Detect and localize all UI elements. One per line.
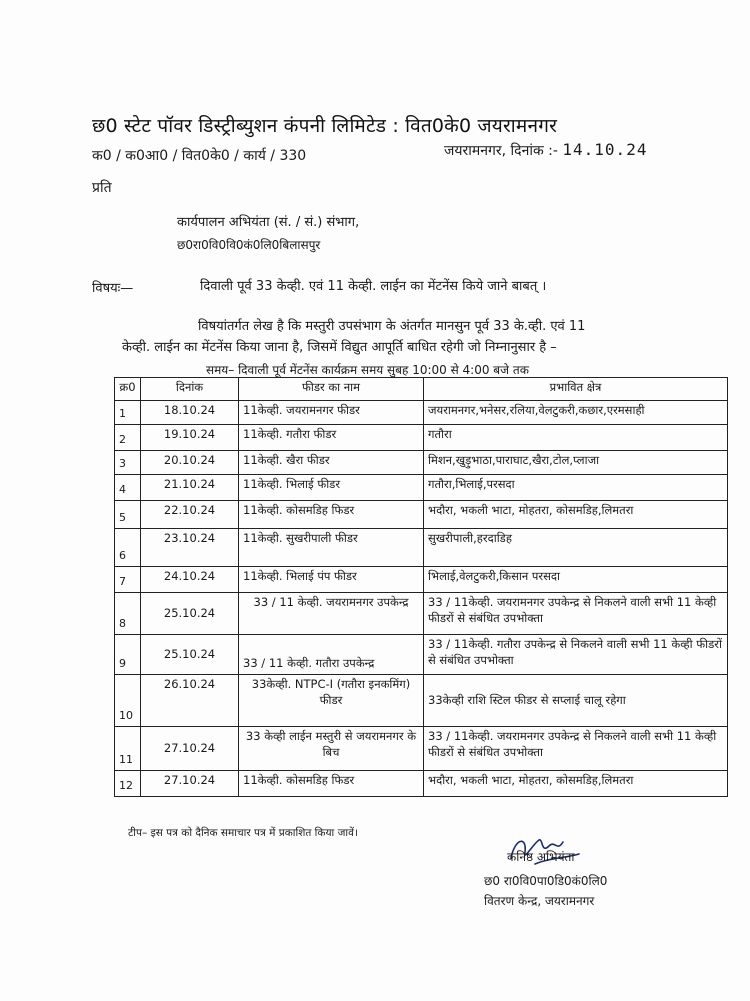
row-date: 26.10.24 [141, 675, 239, 727]
row-area: गतौरा,भिलाई,परसदा [424, 475, 728, 501]
reference-number: क0 / क0आ0 / वित0के0 / कार्य / 330 [92, 148, 307, 164]
date-value: 14.10.24 [562, 140, 648, 159]
row-sn: 8 [115, 593, 141, 635]
row-sn: 10 [115, 675, 141, 727]
row-feeder: 11केव्ही. कोसमडिह फिडर [239, 501, 424, 529]
table-header-row [115, 378, 728, 401]
row-sn: 1 [115, 401, 141, 425]
row-date: 19.10.24 [141, 425, 239, 451]
row-date: 25.10.24 [141, 635, 239, 675]
table-row [115, 727, 728, 771]
letter-date [444, 140, 647, 160]
row-feeder: 33केव्ही. NTPC-I (गतौरा इनकमिंग) फीडर [239, 675, 424, 727]
company-header: छ0 स्टेट पॉवर डिस्ट्रीब्युशन कंपनी लिमिटेड : वित0के0 जयरामनगर [92, 115, 558, 137]
row-feeder: 11केव्ही. सुखरीपाली फीडर [239, 529, 424, 567]
body-line-1: विषयांतर्गत लेख है कि मस्तुरी उपसंभाग के अंतर्गत मानसुन पूर्व 33 के.व्ही. एवं 11 [198, 319, 586, 334]
body-line-2: केव्ही. लाईन का मेंटनेंस किया जाना है, जिसमें विद्युत आपूर्ति बाधित रहेगी जो निम्नानुसार है – [122, 340, 557, 355]
row-feeder: 11केव्ही. भिलाई पंप फीडर [239, 567, 424, 593]
signatory-title: कनिष्ठ अभियंता [507, 850, 575, 864]
recipient-prefix: प्रति [92, 180, 112, 196]
row-date: 25.10.24 [141, 593, 239, 635]
row-date: 24.10.24 [141, 567, 239, 593]
header-date: दिनांक [141, 378, 239, 401]
row-date: 18.10.24 [141, 401, 239, 425]
row-date: 22.10.24 [141, 501, 239, 529]
row-date: 20.10.24 [141, 451, 239, 475]
row-date: 27.10.24 [141, 771, 239, 797]
recipient-line-2: छ0रा0वि0वि0कं0लि0बिलासपुर [177, 238, 321, 252]
row-sn: 11 [115, 727, 141, 771]
date-label: जयरामनगर, दिनांक :- [444, 143, 558, 159]
table-row [115, 501, 728, 529]
row-area: भिलाई,वेलटुकरी,किसान परसदा [424, 567, 728, 593]
table-row [115, 425, 728, 451]
row-area: मिशन,खुड़ुभाठा,पाराघाट,खैरा,टोल,प्लाजा [424, 451, 728, 475]
row-sn: 12 [115, 771, 141, 797]
subject-text: दिवाली पूर्व 33 केव्ही. एवं 11 केव्ही. लाईन का मेंटनेंस किये जाने बाबत् । [200, 279, 547, 294]
row-sn: 2 [115, 425, 141, 451]
row-date: 27.10.24 [141, 727, 239, 771]
row-feeder: 11केव्ही. खैरा फीडर [239, 451, 424, 475]
subject-label: विषयः— [92, 281, 134, 296]
row-feeder: 33 केव्ही लाईन मस्तुरी से जयरामनगर के बिच [239, 727, 424, 771]
row-area: गतौरा [424, 425, 728, 451]
row-area: जयरामनगर,भनेसर,रलिया,वेलटुकरी,कछार,एरमसाही [424, 401, 728, 425]
table-row [115, 451, 728, 475]
header-feeder: फीडर का नाम [239, 378, 424, 401]
row-sn: 6 [115, 529, 141, 567]
row-area: भदौरा, भकली भाटा, मोहतरा, कोसमडिह,लिमतरा [424, 501, 728, 529]
row-area: 33 / 11केव्ही. गतौरा उपकेन्द्र से निकलने वाली सभी 11 केव्ही फीडरों से संबंधित उपभोक्ता [424, 635, 728, 675]
row-date: 21.10.24 [141, 475, 239, 501]
row-area: भदौरा, भकली भाटा, मोहतरा, कोसमडिह,लिमतरा [424, 771, 728, 797]
row-sn: 9 [115, 635, 141, 675]
row-feeder: 33 / 11 केव्ही. गतौरा उपकेन्द्र [239, 635, 424, 675]
maintenance-schedule-table [114, 377, 728, 797]
row-date: 23.10.24 [141, 529, 239, 567]
body-line-3: समय– दिवाली पूर्व मेंटनेंस कार्यक्रम समय सुबह 10:00 से 4:00 बजे तक [206, 363, 529, 377]
recipient-line-1: कार्यपालन अभियंता (सं. / सं.) संभाग, [177, 215, 360, 230]
header-area: प्रभावित क्षेत्र [424, 378, 728, 401]
row-sn: 4 [115, 475, 141, 501]
table-row [115, 635, 728, 675]
table-row [115, 593, 728, 635]
row-area: 33केव्ही राशि स्टिल फीडर से सप्लाई चालू रहेगा [424, 675, 728, 727]
row-feeder: 33 / 11 केव्ही. जयरामनगर उपकेन्द्र [239, 593, 424, 635]
row-sn: 7 [115, 567, 141, 593]
row-sn: 5 [115, 501, 141, 529]
row-sn: 3 [115, 451, 141, 475]
table-row [115, 675, 728, 727]
row-area: सुखरीपाली,हरदाडिह [424, 529, 728, 567]
table-row [115, 401, 728, 425]
table-row [115, 529, 728, 567]
table-row [115, 475, 728, 501]
publication-note: टीप– इस पत्र को दैनिक समाचार पत्र में प्रकाशित किया जावें। [128, 827, 358, 839]
row-feeder: 11केव्ही. कोसमडिह फिडर [239, 771, 424, 797]
row-area: 33 / 11केव्ही. जयरामनगर उपकेन्द्र से निकलने वाली सभी 11 केव्ही फीडरों से संबंधित उपभोक्ता [424, 593, 728, 635]
table-row [115, 567, 728, 593]
header-sn: क्र0 [115, 378, 141, 401]
signatory-office: वितरण केन्द्र, जयरामनगर [484, 894, 595, 908]
table-row [115, 771, 728, 797]
row-feeder: 11केव्ही. गतौरा फीडर [239, 425, 424, 451]
row-feeder: 11केव्ही. जयरामनगर फीडर [239, 401, 424, 425]
row-feeder: 11केव्ही. भिलाई फीडर [239, 475, 424, 501]
row-area: 33 / 11केव्ही. जयरामनगर उपकेन्द्र से निकलने वाली सभी 11 केव्ही फीडरों से संबंधित उपभोक्ता [424, 727, 728, 771]
signatory-organisation: छ0 रा0वि0पा0डि0कं0लि0 [484, 874, 608, 888]
